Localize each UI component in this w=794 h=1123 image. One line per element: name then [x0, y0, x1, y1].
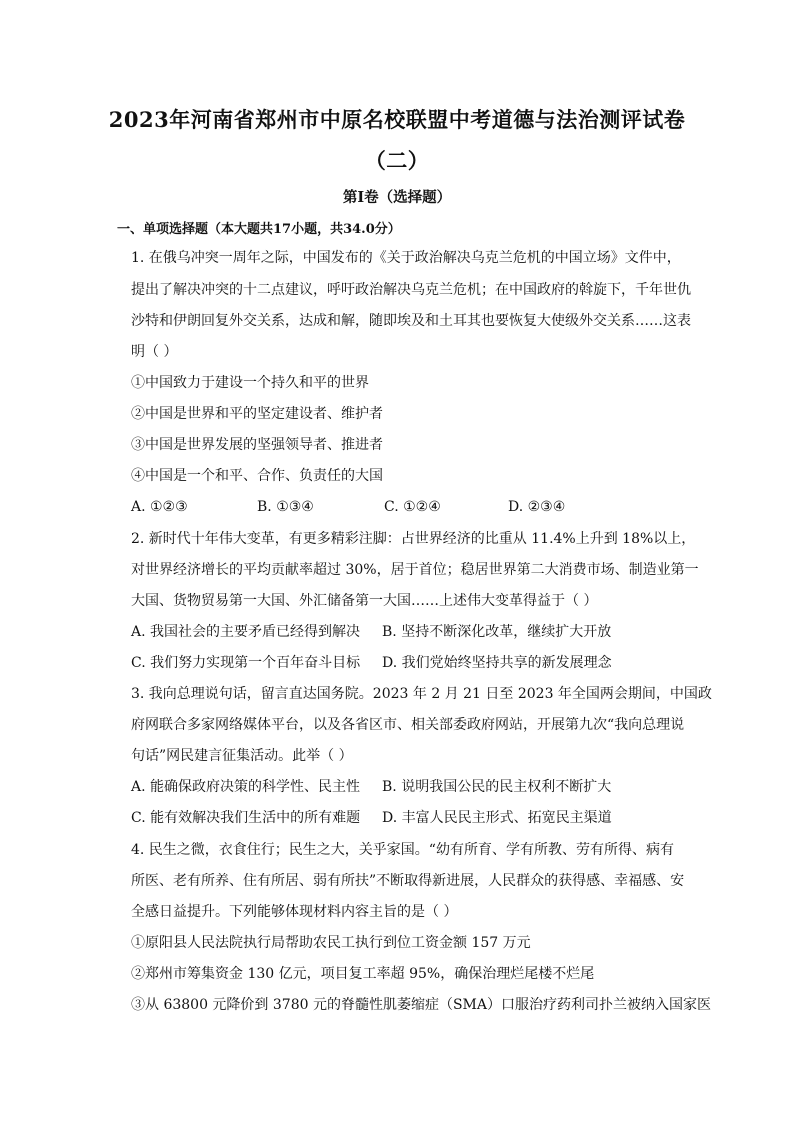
q1-option-d[interactable]: D. ②③④: [508, 499, 566, 515]
q4-statement: ②郑州市筹集资金 130 亿元，项目复工率超 95%，确保治理烂尾楼不烂尾: [131, 966, 595, 982]
q1-statement: ①中国致力于建设一个持久和平的世界: [131, 375, 369, 391]
q4-stem-line: 4. 民生之微，衣食住行；民生之大，关乎家国。“幼有所育、学有所教、劳有所得、病有: [131, 842, 674, 858]
q4-statement: ①原阳县人民法院执行局帮助农民工执行到位工资金额 157 万元: [131, 935, 531, 951]
q3-option-a[interactable]: A. 能确保政府决策的科学性、民主性: [131, 779, 361, 795]
q1-statement: ④中国是一个和平、合作、负责任的大国: [131, 468, 383, 484]
q2-stem-line: 大国、货物贸易第一大国、外汇储备第一大国……上述伟大变革得益于（ ）: [131, 593, 598, 609]
exam-title: 2023年河南省郑州市中原名校联盟中考道德与法治测评试卷: [108, 107, 686, 132]
q3-stem-line: 府网联合多家网络媒体平台，以及各省区市、相关部委政府网站，开展第九次“我向总理说: [131, 717, 685, 733]
q2-option-a[interactable]: A. 我国社会的主要矛盾已经得到解决: [131, 624, 361, 640]
q1-option-c[interactable]: C. ①②④: [384, 499, 441, 515]
q3-stem-line: 3. 我向总理说句话，留言直达国务院。2023 年 2 月 21 日至 2023 年全国两会期间，中国政: [131, 686, 712, 702]
q3-option-c[interactable]: C. 能有效解决我们生活中的所有难题: [131, 810, 361, 826]
q1-option-a[interactable]: A. ①②③: [131, 499, 188, 515]
q1-statement: ③中国是世界发展的坚强领导者、推进者: [131, 437, 383, 453]
q1-stem-line: 明（ ）: [131, 344, 178, 360]
q4-statement: ③从 63800 元降价到 3780 元的脊髓性肌萎缩症（SMA）口服治疗药利司扑兰被纳入国家医: [131, 997, 711, 1013]
q1-option-b[interactable]: B. ①③④: [257, 499, 314, 515]
q3-option-b[interactable]: B. 说明我国公民的民主权利不断扩大: [382, 779, 612, 795]
part-heading: 一、单项选择题（本大题共17小题，共34.0分）: [117, 222, 401, 237]
q1-stem-line: 1. 在俄乌冲突一周年之际，中国发布的《关于政治解决乌克兰危机的中国立场》文件中，: [131, 250, 681, 266]
q2-option-b[interactable]: B. 坚持不断深化改革，继续扩大开放: [382, 624, 612, 640]
q4-stem-line: 所医、老有所养、住有所居、弱有所扶”不断取得新进展，人民群众的获得感、幸福感、安: [131, 873, 685, 889]
q2-option-c[interactable]: C. 我们努力实现第一个百年奋斗目标: [131, 655, 361, 671]
section-title: 第Ⅰ卷（选择题）: [342, 189, 452, 206]
q1-statement: ②中国是世界和平的坚定建设者、维护者: [131, 406, 383, 422]
q4-stem-line: 全感日益提升。下列能够体现材料内容主旨的是（ ）: [131, 904, 458, 920]
q3-option-d[interactable]: D. 丰富人民民主形式、拓宽民主渠道: [382, 810, 612, 826]
q3-stem-line: 句话”网民建言征集活动。此举（ ）: [131, 748, 353, 764]
q2-stem-line: 2. 新时代十年伟大变革，有更多精彩注脚：占世界经济的比重从 11.4%上升到 18%以上，: [131, 531, 696, 547]
q2-option-d[interactable]: D. 我们党始终坚持共享的新发展理念: [382, 655, 612, 671]
q2-stem-line: 对世界经济增长的平均贡献率超过 30%，居于首位；稳居世界第二大消费市场、制造业第一: [131, 562, 699, 578]
exam-title-suffix: （二）: [364, 148, 430, 173]
q1-stem-line: 沙特和伊朗回复外交关系，达成和解，随即埃及和土耳其也要恢复大使级外交关系……这表: [131, 313, 691, 329]
q1-stem-line: 提出了解决冲突的十二点建议，呼吁政治解决乌克兰危机；在中国政府的斡旋下，千年世仇: [131, 282, 691, 298]
